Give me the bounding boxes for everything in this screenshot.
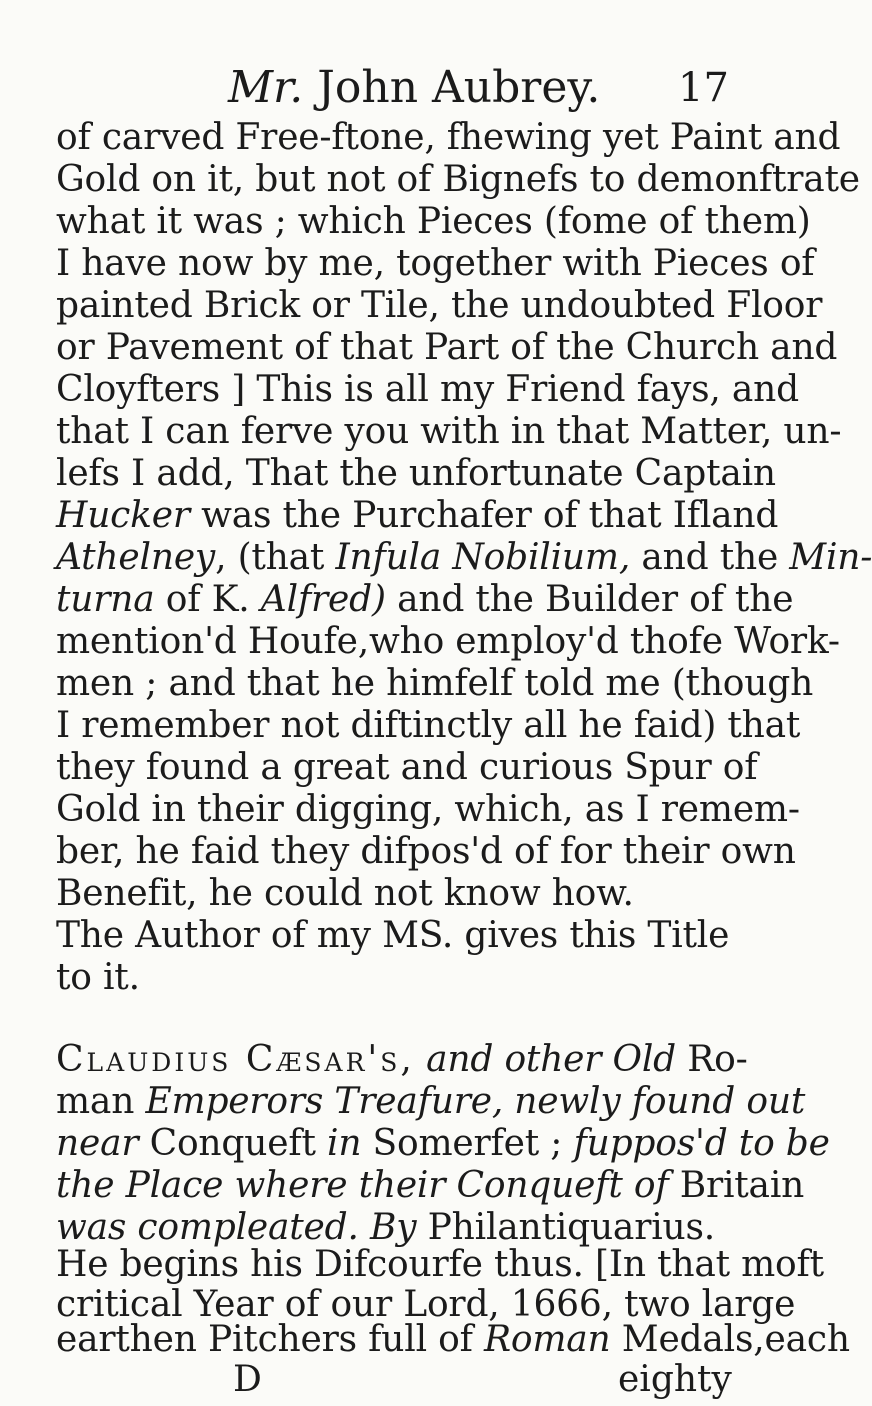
text-run: earthen Pitchers full of bbox=[56, 1319, 484, 1360]
text-italic: Infula Nobilium, bbox=[335, 537, 631, 578]
text-line: Gold on it, but not of Bignefs to demonftrate bbox=[56, 159, 860, 200]
text-line: to it. bbox=[56, 957, 140, 998]
running-title bbox=[228, 62, 600, 113]
text-line: Cloyfters ] This is all my Friend fays, and bbox=[56, 369, 799, 410]
text-run: and the bbox=[630, 537, 790, 578]
text-italic: Hucker bbox=[56, 495, 190, 536]
title-block-line bbox=[56, 1040, 756, 1080]
text-italic: fuppos'd to be bbox=[573, 1123, 830, 1164]
text-line: critical Year of our Lord, 1666, two large bbox=[56, 1284, 796, 1325]
signature-mark: D bbox=[233, 1359, 262, 1400]
text-italic: turna bbox=[56, 579, 155, 620]
text-run: Philantiquarius. bbox=[416, 1207, 716, 1248]
text-italic: Roman bbox=[483, 1319, 611, 1360]
running-title-name: John Aubrey. bbox=[303, 62, 601, 113]
text-italic: was compleated. By bbox=[56, 1207, 417, 1248]
running-title-prefix: Mr. bbox=[228, 62, 304, 113]
text-line: or Pavement of that Part of the Church and bbox=[56, 327, 838, 368]
text-line: what it was ; which Pieces (fome of them) bbox=[56, 201, 811, 242]
text-run: and the Builder of the bbox=[385, 579, 794, 620]
title-block-line bbox=[56, 1123, 830, 1164]
text-line: ber, he faid they difpos'd of for their own bbox=[56, 831, 796, 872]
text-italic: the Place where their Conqueft of bbox=[56, 1165, 669, 1206]
text-italic: and other Old bbox=[414, 1039, 688, 1080]
text-line bbox=[56, 495, 779, 536]
text-run: Britain bbox=[668, 1165, 805, 1206]
text-line bbox=[56, 537, 872, 578]
catchword: eighty bbox=[618, 1359, 732, 1400]
text-line: mention'd Houfe,who employ'd thofe Work- bbox=[56, 621, 840, 662]
text-run: was the Purchafer of that Ifland bbox=[189, 495, 779, 536]
text-small-caps: Claudius Cæsar's, bbox=[56, 1039, 415, 1080]
text-italic: Athelney bbox=[56, 537, 216, 578]
text-line: men ; and that he himfelf told me (though bbox=[56, 663, 814, 704]
text-run: of K. bbox=[154, 579, 261, 620]
text-line: The Author of my MS. gives this Title bbox=[56, 915, 730, 956]
text-run: , (that bbox=[215, 537, 336, 578]
text-run: Medals,each bbox=[610, 1319, 850, 1360]
running-head bbox=[228, 62, 729, 114]
text-run: Ro- bbox=[687, 1039, 748, 1080]
text-line: Gold in their digging, which, as I remem- bbox=[56, 789, 800, 830]
text-run: Conqueft bbox=[138, 1123, 327, 1164]
text-run: Somerfet ; bbox=[361, 1123, 574, 1164]
text-line bbox=[56, 1319, 850, 1360]
text-italic: Emperors Treafure, newly found out bbox=[145, 1081, 806, 1122]
text-italic: in bbox=[327, 1123, 362, 1164]
text-line: I have now by me, together with Pieces of bbox=[56, 243, 815, 284]
text-line: that I can ferve you with in that Matter, un- bbox=[56, 411, 842, 452]
text-line: painted Brick or Tile, the undoubted Floor bbox=[56, 285, 823, 326]
title-block-line bbox=[56, 1208, 756, 1248]
text-line bbox=[56, 579, 794, 620]
title-block-line bbox=[56, 1081, 806, 1122]
text-italic: near bbox=[56, 1123, 139, 1164]
text-line: He begins his Difcourfe thus. [In that moft bbox=[56, 1244, 824, 1285]
text-line: lefs I add, That the unfortunate Captain bbox=[56, 453, 776, 494]
text-line: of carved Free-ftone, fhewing yet Paint and bbox=[56, 117, 841, 158]
title-block-line bbox=[56, 1165, 805, 1206]
text-line: they found a great and curious Spur of bbox=[56, 747, 758, 788]
text-italic: Min- bbox=[789, 537, 872, 578]
text-italic: Alfred) bbox=[260, 579, 386, 620]
text-line: I remember not diftinctly all he faid) that bbox=[56, 705, 801, 746]
text-line: Benefit, he could not know how. bbox=[56, 873, 634, 914]
text-run: man bbox=[56, 1081, 146, 1122]
page-number: 17 bbox=[678, 65, 729, 111]
